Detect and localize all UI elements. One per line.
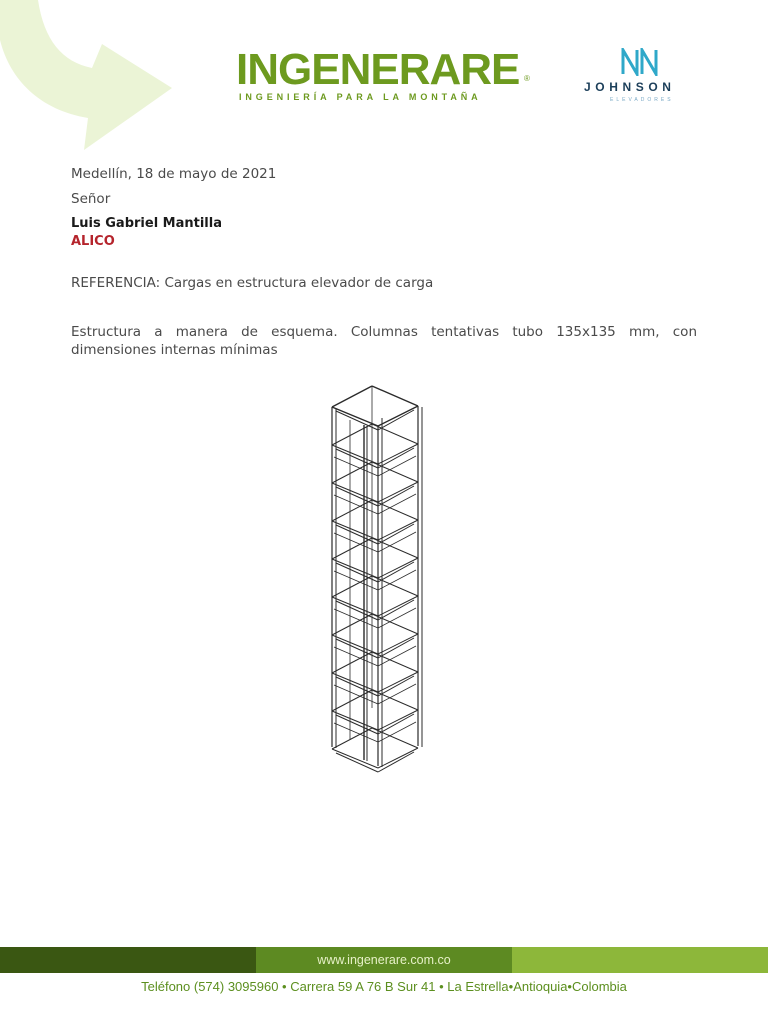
tower-frame-line: [378, 676, 414, 696]
tower-frame-line: [372, 386, 418, 406]
tower-frame-line: [378, 562, 414, 582]
tower-frame-line: [334, 685, 378, 704]
tower-frame-line: [372, 652, 418, 672]
brand-tagline: INGENIERÍA PARA LA MONTAÑA: [239, 92, 482, 102]
partner-tagline: ELEVADORES: [610, 97, 674, 103]
tower-frame-line: [334, 723, 378, 742]
tower-frame-line: [332, 386, 372, 407]
tower-frame-line: [334, 609, 378, 628]
tower-frame-line: [332, 407, 378, 426]
tower-frame-line: [334, 533, 378, 552]
tower-frame-line: [332, 483, 378, 502]
tower-frame-line: [378, 486, 414, 506]
johnson-logo: [580, 46, 700, 108]
tower-frame-line: [372, 576, 418, 596]
tower-frame-line: [378, 596, 418, 616]
ingenerare-logo: [236, 45, 536, 108]
tower-frame-line: [332, 445, 378, 464]
footer-band-dark: [0, 947, 256, 973]
brand-wordmark: INGENERARE: [236, 45, 520, 94]
tower-frame-line: [332, 673, 378, 692]
tower-frame-line: [378, 752, 414, 772]
tower-frame-line: [334, 647, 378, 666]
tower-frame-line: [378, 714, 414, 734]
tower-frame-line: [332, 597, 378, 616]
tower-frame-line: [334, 495, 378, 514]
registered-mark: ®: [524, 74, 530, 83]
tower-frame-line: [378, 410, 414, 430]
tower-frame-line: [336, 715, 378, 734]
partner-name: JOHNSON: [584, 80, 676, 94]
reference-line: REFERENCIA: Cargas en estructura elevador de carga: [71, 275, 434, 291]
tower-frame-line: [378, 600, 414, 620]
footer-band-light: [512, 947, 768, 973]
date-line: Medellín, 18 de mayo de 2021: [71, 166, 277, 182]
tower-frame-line: [378, 558, 418, 578]
tower-frame-line: [378, 524, 414, 544]
recipient-name: Luis Gabriel Mantilla: [71, 216, 222, 231]
tower-frame-line: [378, 482, 418, 502]
elevator-tower-drawing: [320, 380, 430, 775]
footer-address: Teléfono (574) 3095960 • Carrera 59 A 76 B Sur 41 • La Estrella•Antioquia•Colombia: [141, 979, 627, 994]
tower-frame-line: [378, 520, 418, 540]
tower-frame-line: [334, 457, 378, 476]
tower-frame-line: [332, 424, 372, 445]
tower-frame-line: [336, 753, 378, 772]
body-paragraph: Estructura a manera de esquema. Columnas tentativas tubo 135x135 mm, con dimensiones internas mínimas: [71, 324, 697, 358]
salutation: Señor: [71, 191, 111, 207]
tower-frame-line: [372, 500, 418, 520]
tower-frame-line: [378, 710, 418, 730]
tower-frame-line: [372, 538, 418, 558]
tower-frame-line: [372, 462, 418, 482]
tower-frame-line: [332, 749, 378, 768]
footer-website-link[interactable]: www.ingenerare.com.co: [317, 953, 451, 967]
tower-frame-line: [378, 748, 418, 768]
tower-frame-line: [378, 638, 414, 658]
johnson-mark-icon: [620, 48, 662, 76]
tower-frame-line: [378, 634, 418, 654]
tower-frame-line: [332, 711, 378, 730]
tower-frame-line: [332, 559, 378, 578]
tower-frame-line: [378, 444, 418, 464]
tower-frame-line: [378, 406, 418, 426]
tower-frame-line: [332, 635, 378, 654]
tower-frame-line: [378, 448, 414, 468]
tower-frame-line: [334, 571, 378, 590]
tower-frame-line: [332, 521, 378, 540]
tower-frame-line: [378, 672, 418, 692]
tower-frame-line: [372, 424, 418, 444]
background-arrow-graphic: [0, 0, 190, 150]
tower-frame-line: [372, 614, 418, 634]
tower-frame-line: [372, 728, 418, 748]
tower-frame-line: [372, 690, 418, 710]
recipient-company: ALICO: [71, 234, 115, 249]
